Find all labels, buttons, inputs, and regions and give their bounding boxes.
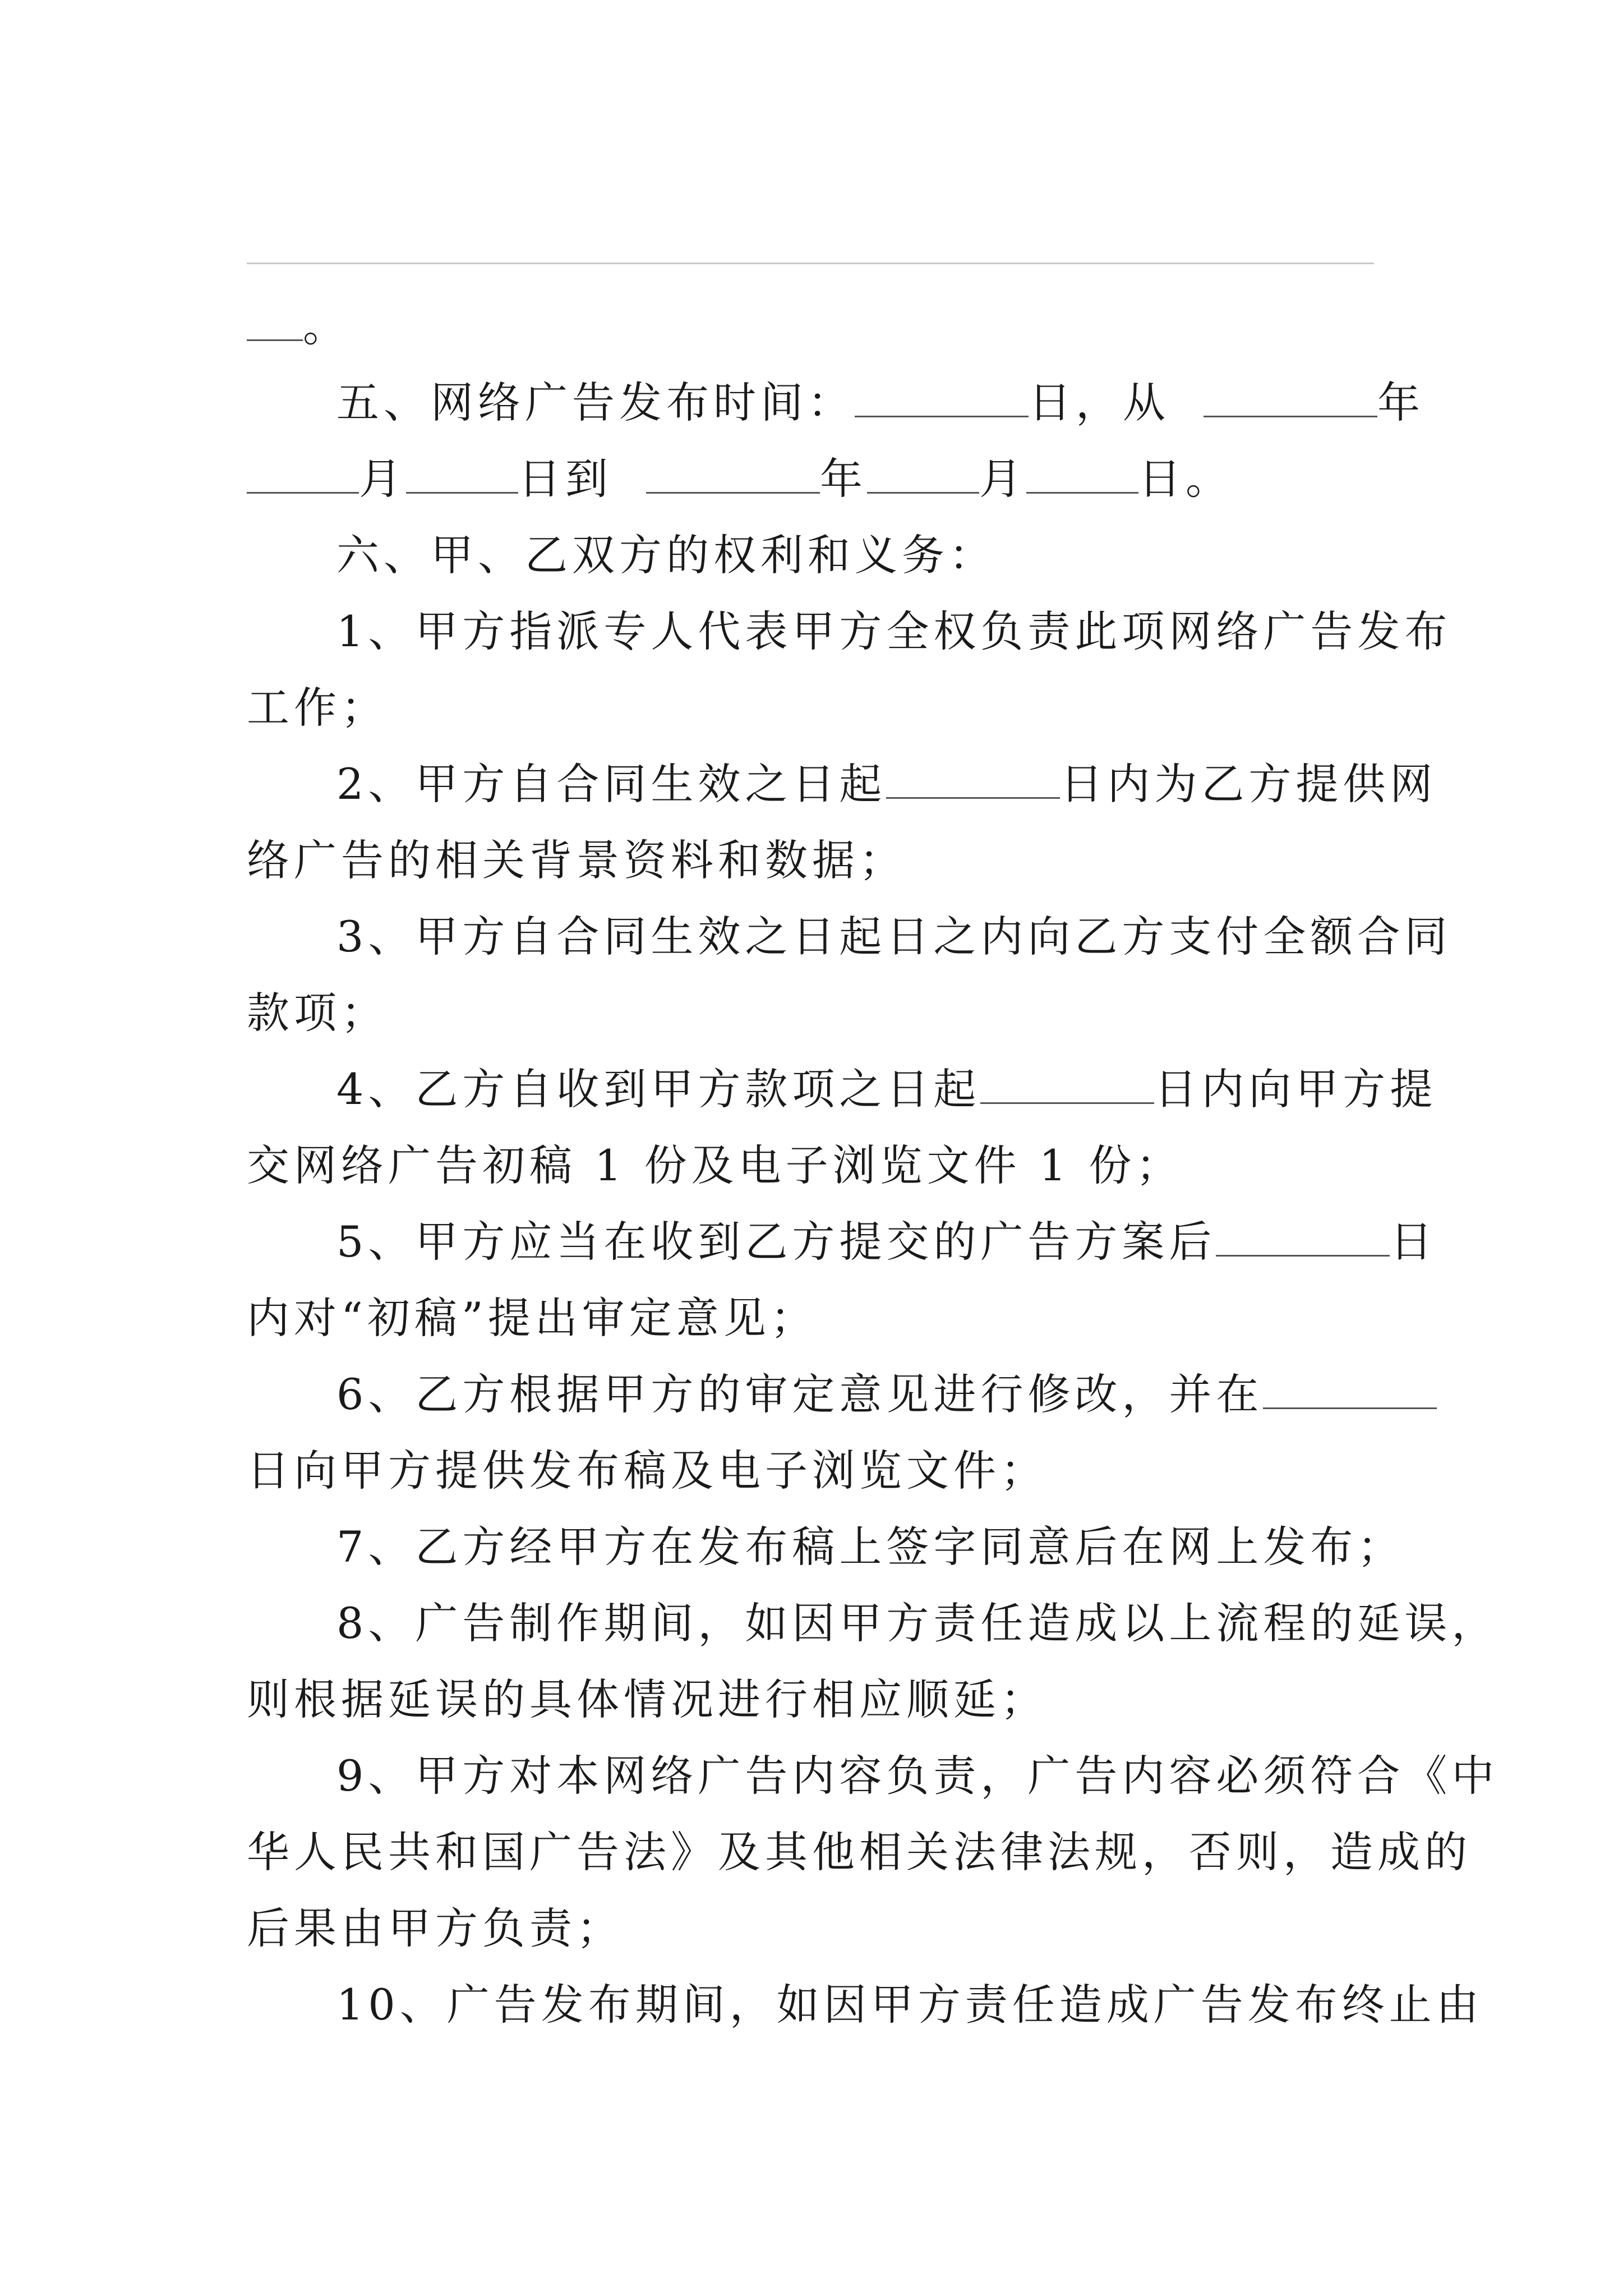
item-1-cont: 工作； xyxy=(247,683,388,733)
item-8: 8、广告制作期间，如因甲方责任造成以上流程的延误， xyxy=(336,1598,1499,1648)
clause-5-dates xyxy=(247,451,1391,507)
blank xyxy=(886,762,1060,799)
blank xyxy=(867,457,979,494)
text: 日内向甲方提 xyxy=(1154,1064,1437,1114)
separator-line xyxy=(247,263,1374,264)
text: 日内为乙方提供网 xyxy=(1060,759,1437,809)
item-5 xyxy=(336,1214,1437,1270)
text: 年 xyxy=(820,454,867,504)
item-6-cont: 日向甲方提供发布稿及电子浏览文件； xyxy=(247,1446,1048,1496)
blank xyxy=(646,457,820,494)
text: 日 xyxy=(1390,1217,1437,1267)
item-2-cont: 络广告的相关背景资料和数据； xyxy=(247,835,906,885)
line-1 xyxy=(247,298,1391,355)
item-9-cont: 华人民共和国广告法》及其他相关法律法规，否则，造成的 xyxy=(247,1827,1472,1877)
text: 日，从 xyxy=(1029,378,1170,427)
text: 2、甲方自合同生效之日起 xyxy=(336,759,887,809)
blank xyxy=(1263,1373,1437,1409)
blank xyxy=(247,457,359,494)
text: 日到 xyxy=(518,454,612,504)
blank xyxy=(855,381,1029,417)
text: 。 xyxy=(303,301,350,351)
item-3: 3、甲方自合同生效之日起日之内向乙方支付全额合同 xyxy=(336,912,1452,961)
blank xyxy=(247,305,303,341)
item-7: 7、乙方经甲方在发布稿上签字同意后在网上发布； xyxy=(336,1522,1405,1572)
item-4-cont: 交网络广告初稿 1 份及电子浏览文件 1 份； xyxy=(247,1140,1183,1190)
blank xyxy=(1216,1220,1390,1257)
item-3-cont: 款项； xyxy=(247,988,388,1038)
item-10: 10、广告发布期间，如因甲方责任造成广告发布终止由 xyxy=(336,1980,1483,2030)
item-5-cont: 内对“初稿”提出审定意见； xyxy=(247,1293,818,1343)
item-1: 1、甲方指派专人代表甲方全权负责此项网络广告发布 xyxy=(336,606,1452,656)
clause-5 xyxy=(336,375,1424,431)
item-4 xyxy=(336,1061,1437,1117)
blank xyxy=(1026,457,1138,494)
item-8-cont: 则根据延误的具体情况进行相应顺延； xyxy=(247,1674,1048,1724)
text: 五、网络广告发布时间： xyxy=(336,378,855,427)
blank xyxy=(980,1068,1154,1104)
blank xyxy=(1204,381,1377,417)
item-9: 9、甲方对本网络广告内容负责，广告内容必须符合《中 xyxy=(336,1751,1499,1801)
text: 月 xyxy=(979,454,1026,504)
text: 5、甲方应当在收到乙方提交的广告方案后 xyxy=(336,1217,1216,1267)
item-6 xyxy=(336,1366,1391,1423)
clause-6-heading: 六、甲、乙双方的权利和义务： xyxy=(336,530,996,580)
text: 月 xyxy=(359,454,406,504)
item-9-cont2: 后果由甲方负责； xyxy=(247,1903,624,1953)
text: 6、乙方根据甲方的审定意见进行修改，并在 xyxy=(336,1369,1264,1419)
item-2 xyxy=(336,756,1437,812)
text: 年 xyxy=(1377,378,1424,427)
blank xyxy=(406,457,518,494)
text: 4、乙方自收到甲方款项之日起 xyxy=(336,1064,981,1114)
text: 日。 xyxy=(1138,454,1233,504)
